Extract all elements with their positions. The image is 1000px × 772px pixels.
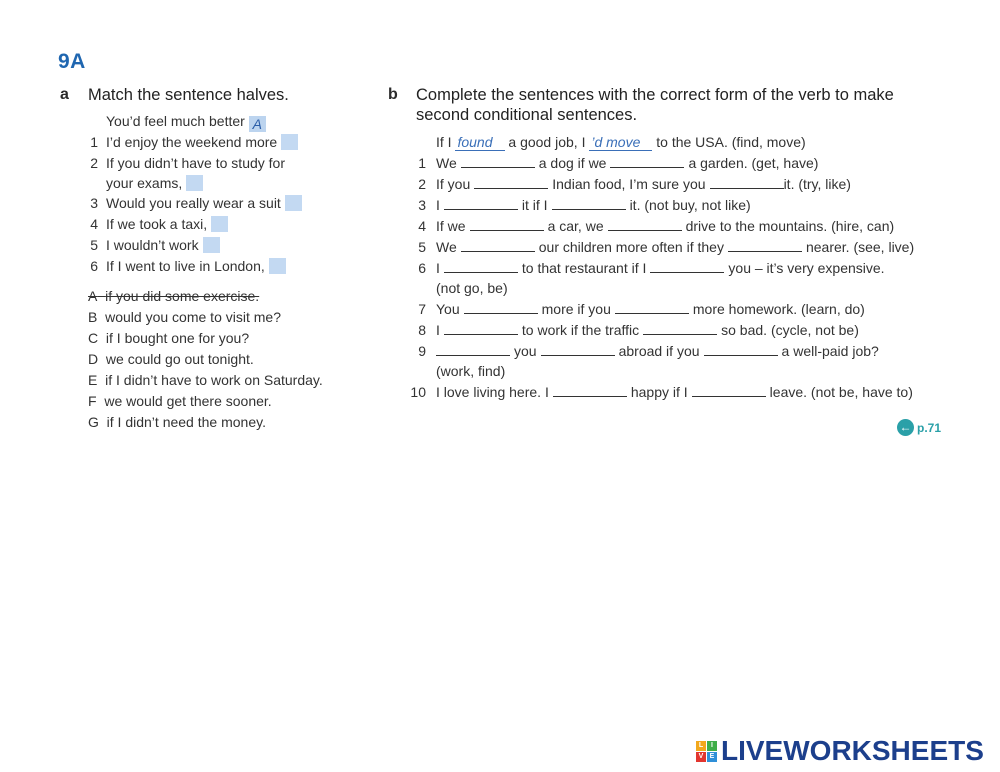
list-item-continued: (work, find) bbox=[436, 363, 506, 379]
blank-input[interactable] bbox=[615, 301, 689, 314]
list-item bbox=[106, 257, 286, 275]
list-item bbox=[436, 154, 818, 172]
item-text: a car, we bbox=[547, 218, 604, 234]
blank-input[interactable] bbox=[461, 239, 535, 252]
option-text: if I bought one for you? bbox=[105, 330, 250, 346]
item-text: nearer. (see, live) bbox=[805, 239, 915, 255]
item-number: 2 bbox=[90, 155, 98, 171]
blank-input[interactable] bbox=[464, 301, 538, 314]
list-item bbox=[106, 236, 220, 254]
item-text: I bbox=[436, 197, 440, 213]
answer-box-4[interactable] bbox=[211, 216, 228, 232]
item-number: 4 bbox=[90, 216, 98, 232]
unit-title: 9A bbox=[58, 50, 86, 73]
option-letter: D bbox=[88, 351, 99, 367]
item-text: it. (not buy, not like) bbox=[629, 197, 751, 213]
option-text: would you come to visit me? bbox=[105, 309, 281, 325]
item-number: 5 bbox=[418, 239, 426, 255]
item-number: 3 bbox=[90, 195, 98, 211]
example-answer-1: found bbox=[455, 134, 504, 151]
option-text: if you did some exercise. bbox=[105, 288, 260, 304]
list-item bbox=[436, 342, 879, 360]
item-text: you – it’s very expensive. bbox=[728, 260, 885, 276]
answer-box-5[interactable] bbox=[203, 237, 220, 253]
answer-box-1[interactable] bbox=[281, 134, 298, 150]
blank-input[interactable] bbox=[541, 343, 615, 356]
option-letter: E bbox=[88, 372, 98, 388]
item-text: Would you really wear a suit bbox=[106, 195, 281, 211]
example-text: to the USA. (find, move) bbox=[656, 134, 806, 150]
item-text: We bbox=[436, 155, 457, 171]
item-number: 6 bbox=[418, 260, 426, 276]
option-a bbox=[88, 287, 259, 305]
item-text: drive to the mountains. (hire, can) bbox=[685, 218, 895, 234]
item-text: I’d enjoy the weekend more bbox=[106, 134, 278, 150]
item-number: 9 bbox=[418, 343, 426, 359]
option-b bbox=[88, 308, 281, 326]
item-text: so bad. (cycle, not be) bbox=[721, 322, 859, 338]
section-b-title-line1: Complete the sentences with the correct form of the verb to make bbox=[416, 86, 894, 104]
blank-input[interactable] bbox=[553, 384, 627, 397]
item-text: more if you bbox=[541, 301, 611, 317]
item-text: We bbox=[436, 239, 457, 255]
item-text: a well-paid job? bbox=[781, 343, 879, 359]
option-g bbox=[88, 413, 266, 431]
item-text: you bbox=[514, 343, 537, 359]
option-e bbox=[88, 371, 323, 389]
example-text: If I bbox=[436, 134, 452, 150]
item-number: 1 bbox=[418, 155, 426, 171]
item-text: If you bbox=[436, 176, 471, 192]
blank-input[interactable] bbox=[474, 176, 548, 189]
blank-input[interactable] bbox=[444, 197, 518, 210]
logo-block: I bbox=[707, 741, 717, 751]
item-number: 4 bbox=[418, 218, 426, 234]
item-text: happy if I bbox=[630, 384, 688, 400]
item-number: 1 bbox=[90, 134, 98, 150]
blank-input[interactable] bbox=[461, 155, 535, 168]
item-text: I bbox=[436, 322, 440, 338]
blank-input[interactable] bbox=[710, 176, 784, 189]
option-c bbox=[88, 329, 249, 347]
list-item bbox=[436, 175, 851, 193]
section-b-letter: b bbox=[388, 86, 398, 103]
option-text: if I didn’t need the money. bbox=[106, 414, 266, 430]
answer-box-6[interactable] bbox=[269, 258, 286, 274]
item-text: I love living here. I bbox=[436, 384, 549, 400]
blank-input[interactable] bbox=[610, 155, 684, 168]
logo-text: LIVEWORKSHEETS bbox=[721, 735, 984, 766]
item-text: to work if the traffic bbox=[521, 322, 640, 338]
list-item bbox=[436, 383, 913, 401]
item-text: leave. (not be, have to) bbox=[769, 384, 913, 400]
page-reference[interactable] bbox=[897, 419, 941, 436]
example-text: a good job, I bbox=[508, 134, 586, 150]
item-text: to that restaurant if I bbox=[521, 260, 647, 276]
list-item-continued bbox=[106, 174, 203, 192]
item-text: your exams, bbox=[106, 175, 183, 191]
logo-blocks-icon bbox=[696, 741, 717, 762]
option-letter: G bbox=[88, 414, 99, 430]
section-a-example bbox=[106, 112, 266, 132]
example-answer-2: ’d move bbox=[589, 134, 652, 151]
option-letter: C bbox=[88, 330, 99, 346]
blank-input[interactable] bbox=[704, 343, 778, 356]
section-b-example bbox=[436, 133, 806, 151]
option-letter: A bbox=[88, 288, 98, 304]
logo-block: V bbox=[696, 752, 706, 762]
item-text: If we took a taxi, bbox=[106, 216, 208, 232]
option-letter: B bbox=[88, 309, 98, 325]
liveworksheets-logo bbox=[696, 735, 984, 767]
section-a-title: Match the sentence halves. bbox=[88, 86, 289, 104]
answer-box-3[interactable] bbox=[285, 195, 302, 211]
item-text: our children more often if they bbox=[538, 239, 724, 255]
item-text: it. (try, like) bbox=[783, 176, 851, 192]
blank-input[interactable] bbox=[728, 239, 802, 252]
list-item bbox=[106, 194, 302, 212]
item-text: a garden. (get, have) bbox=[688, 155, 819, 171]
blank-input[interactable] bbox=[444, 260, 518, 273]
section-a-letter: a bbox=[60, 86, 69, 103]
logo-block: E bbox=[707, 752, 717, 762]
item-text: I wouldn’t work bbox=[106, 237, 199, 253]
item-text: abroad if you bbox=[618, 343, 700, 359]
arrow-left-icon: ← bbox=[897, 419, 914, 436]
list-item bbox=[436, 217, 894, 235]
item-number: 2 bbox=[418, 176, 426, 192]
item-number: 6 bbox=[90, 258, 98, 274]
blank-input[interactable] bbox=[643, 322, 717, 335]
item-text: more homework. (learn, do) bbox=[692, 301, 865, 317]
item-number: 7 bbox=[418, 301, 426, 317]
blank-input[interactable] bbox=[608, 218, 682, 231]
item-text: it if I bbox=[521, 197, 548, 213]
option-f bbox=[88, 392, 272, 410]
item-text: If you didn’t have to study for bbox=[106, 155, 285, 171]
item-number: 3 bbox=[418, 197, 426, 213]
list-item bbox=[436, 238, 914, 256]
option-letter: F bbox=[88, 393, 97, 409]
item-number: 10 bbox=[410, 384, 426, 400]
list-item bbox=[436, 321, 859, 339]
list-item bbox=[436, 259, 885, 277]
blank-input[interactable] bbox=[650, 260, 724, 273]
list-item-continued: (not go, be) bbox=[436, 280, 508, 296]
blank-input[interactable] bbox=[444, 322, 518, 335]
blank-input[interactable] bbox=[692, 384, 766, 397]
list-item bbox=[106, 133, 298, 151]
list-item bbox=[106, 154, 285, 172]
list-item bbox=[436, 196, 751, 214]
item-text: If I went to live in London, bbox=[106, 258, 265, 274]
example-answer-box: A bbox=[249, 116, 266, 132]
option-d bbox=[88, 350, 254, 368]
blank-input[interactable] bbox=[436, 343, 510, 356]
answer-box-2[interactable] bbox=[186, 175, 203, 191]
item-number: 8 bbox=[418, 322, 426, 338]
option-text: if I didn’t have to work on Saturday. bbox=[105, 372, 323, 388]
list-item bbox=[106, 215, 228, 233]
item-text: If we bbox=[436, 218, 466, 234]
item-number: 5 bbox=[90, 237, 98, 253]
page-reference-text: p.71 bbox=[917, 420, 942, 435]
list-item bbox=[436, 300, 865, 318]
item-text: Indian food, I’m sure you bbox=[552, 176, 706, 192]
example-text: You’d feel much better bbox=[106, 113, 245, 129]
item-text: You bbox=[436, 301, 460, 317]
section-b-title-line2: second conditional sentences. bbox=[416, 106, 638, 124]
option-text: we could go out tonight. bbox=[105, 351, 254, 367]
blank-input[interactable] bbox=[552, 197, 626, 210]
option-text: we would get there sooner. bbox=[104, 393, 272, 409]
blank-input[interactable] bbox=[470, 218, 544, 231]
logo-block: L bbox=[696, 741, 706, 751]
item-text: I bbox=[436, 260, 440, 276]
item-text: a dog if we bbox=[538, 155, 607, 171]
